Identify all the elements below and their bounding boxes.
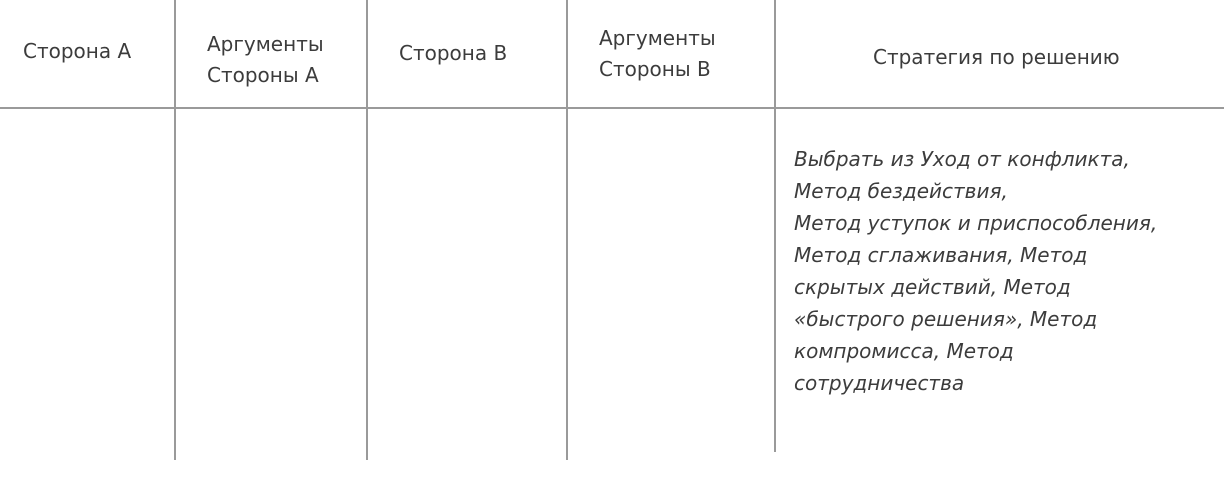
header-arguments-a [207, 29, 324, 91]
strategy-line-7: компромисса, Метод [794, 339, 1014, 363]
strategy-line-1: Выбрать из Уход от конфликта, [794, 147, 1130, 171]
cell-strategy [794, 143, 1214, 399]
header-arguments-b-line1: Аргументы [599, 26, 716, 50]
strategy-line-8: сотрудничества [794, 371, 965, 395]
strategy-line-2: Метод бездействия, [794, 179, 1008, 203]
cell-side-b [368, 109, 566, 459]
header-side-b-text: Сторона В [399, 41, 508, 65]
header-side-a-text: Сторона А [23, 39, 132, 63]
header-arguments-b-line2: Стороны В [599, 57, 711, 81]
strategy-line-6: «быстрого решения», Метод [794, 307, 1098, 331]
strategy-line-3: Метод уступок и приспособления, [794, 211, 1158, 235]
header-side-b [399, 38, 507, 69]
header-arguments-a-line1: Аргументы [207, 32, 324, 56]
header-arguments-a-line2: Стороны А [207, 63, 319, 87]
cell-side-a [0, 109, 174, 459]
header-strategy [873, 42, 1120, 73]
header-side-a [23, 36, 131, 67]
strategy-line-4: Метод сглаживания, Метод [794, 243, 1088, 267]
strategy-line-5: скрытых действий, Метод [794, 275, 1071, 299]
header-arguments-b [599, 23, 716, 85]
cell-arguments-a [176, 109, 366, 459]
column-divider-4 [774, 0, 776, 452]
cell-arguments-b [568, 109, 774, 459]
header-strategy-text: Стратегия по решению [873, 45, 1120, 69]
